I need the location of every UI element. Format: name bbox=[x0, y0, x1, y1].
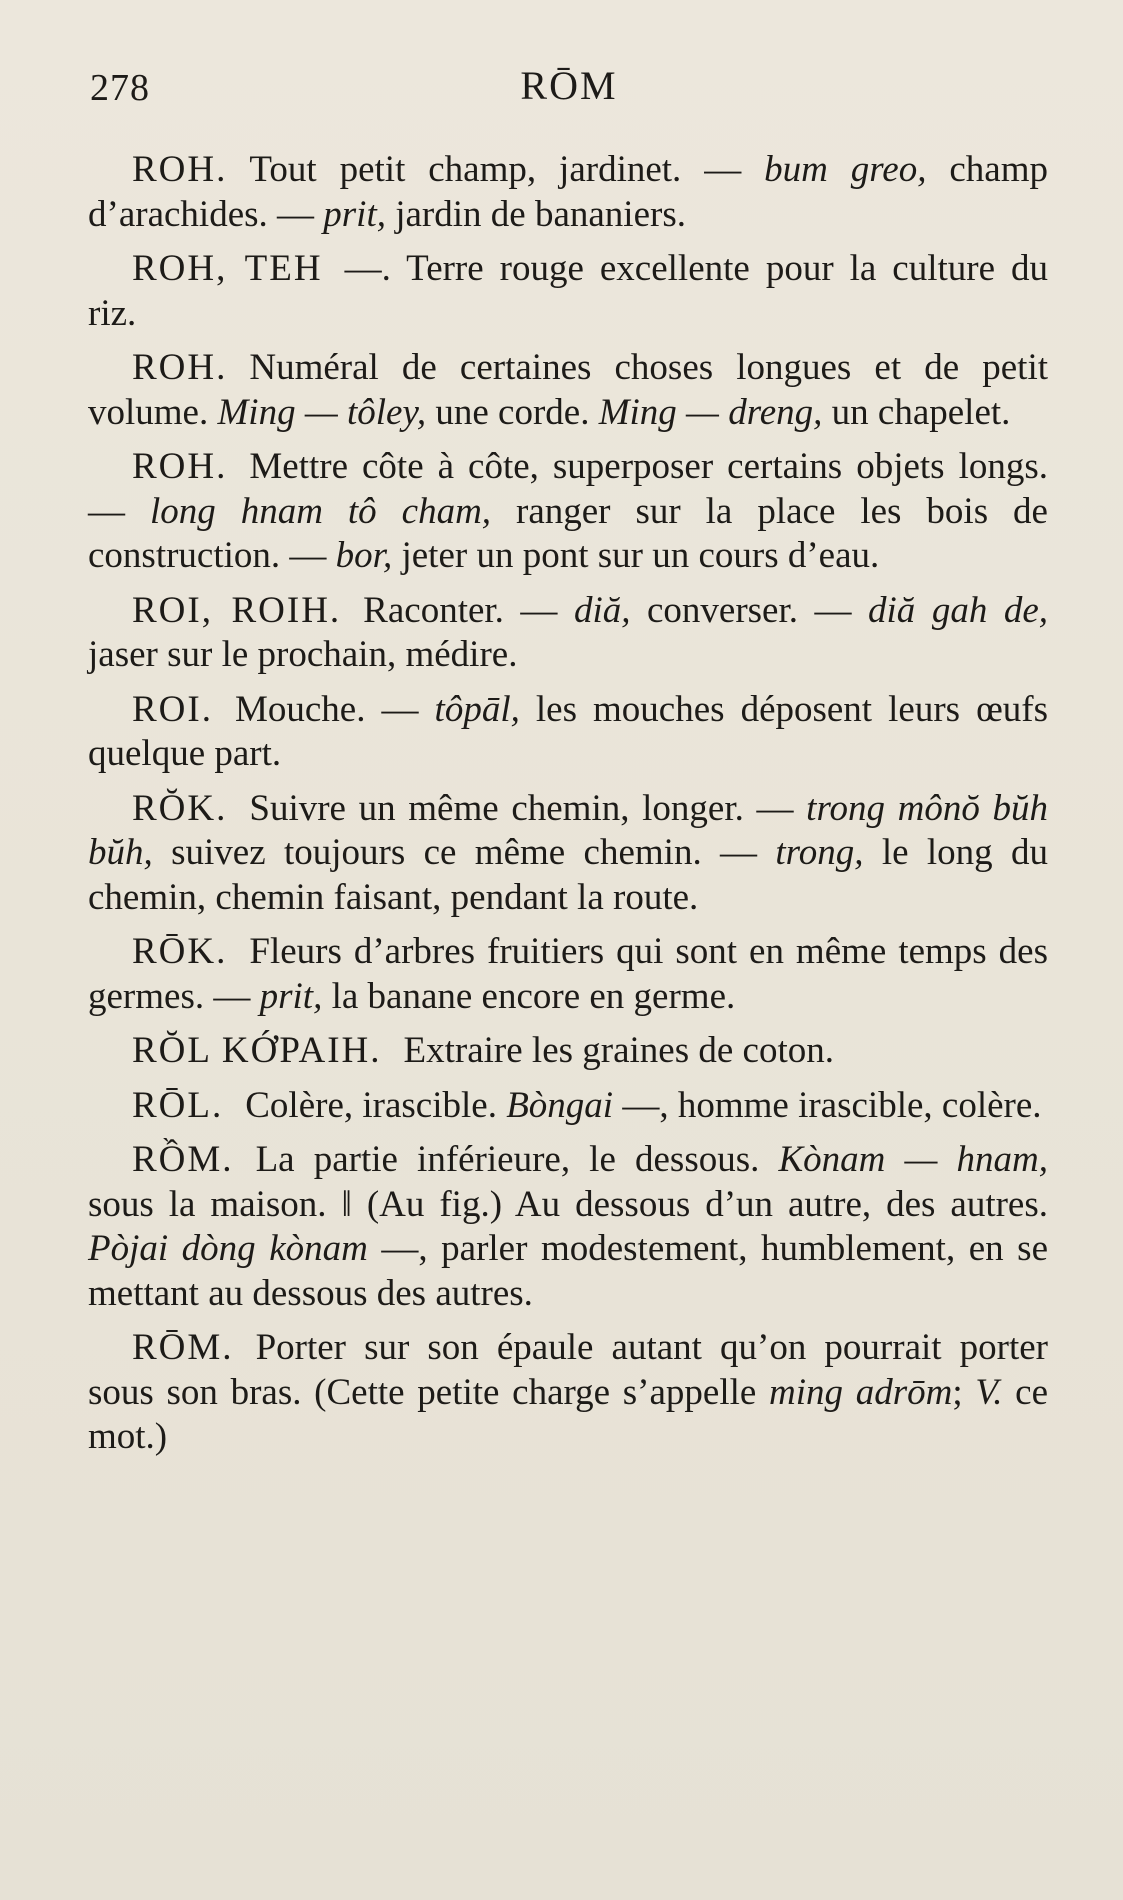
entry-definition: jardin de bananiers. bbox=[385, 193, 686, 235]
entry-definition: —, parler modestement, humblement, en se mettant au dessous des autres. bbox=[88, 1228, 1048, 1314]
entry-example: tôpāl, bbox=[434, 688, 520, 730]
entry-example: Pòjai dòng kònam bbox=[88, 1228, 368, 1269]
entry-example: prit, bbox=[323, 193, 386, 235]
entry-definition: Porter sur son épaule autant qu’on pourrait porter sous son bras. (Cette petite charge s’appelle bbox=[88, 1327, 1048, 1413]
dictionary-entry bbox=[88, 148, 1048, 237]
entry-definition: —. Terre rouge excellente pour la culture du riz. bbox=[88, 248, 1049, 334]
entry-definition: Mettre côte à côte, superposer certains objets longs. — bbox=[88, 446, 1048, 532]
dictionary-entry bbox=[88, 1029, 1048, 1074]
entry-headword: RŌL. bbox=[132, 1084, 224, 1126]
dictionary-entry bbox=[88, 787, 1048, 921]
dictionary-entry bbox=[88, 589, 1048, 678]
dictionary-entry bbox=[88, 1326, 1048, 1460]
entry-example: V. bbox=[975, 1371, 1003, 1413]
entry-definition: Mouche. — bbox=[234, 688, 435, 730]
entry-definition: sous la maison. ‖ (Au fig.) Au dessous d’un autre, des autres. bbox=[88, 1183, 1048, 1225]
entry-headword: ROH. bbox=[132, 347, 228, 388]
entry-definition: converser. — bbox=[630, 589, 869, 631]
page-header bbox=[90, 58, 1048, 118]
entry-example: Ming — tôley, bbox=[217, 391, 427, 433]
dictionary-entry bbox=[88, 930, 1048, 1019]
page-number: 278 bbox=[90, 67, 150, 109]
entry-definition: Colère, irascible. bbox=[245, 1084, 507, 1126]
entry-definition: Tout petit champ, jardinet. — bbox=[249, 149, 765, 190]
entry-definition: Fleurs d’arbres fruitiers qui sont en même temps des germes. — bbox=[88, 931, 1048, 1017]
entry-definition: jaser sur le prochain, médire. bbox=[88, 634, 518, 675]
entry-definition: suivez toujours ce même chemin. — bbox=[152, 832, 776, 873]
entry-definition: la banane encore en germe. bbox=[322, 975, 736, 1017]
entry-definition: La partie inférieure, le dessous. bbox=[255, 1139, 779, 1180]
entry-headword: ROH, TEH bbox=[132, 248, 323, 289]
entry-definition: ; bbox=[952, 1371, 976, 1413]
entry-definition: un chapelet. bbox=[822, 391, 1011, 433]
running-head: RŌM bbox=[520, 63, 618, 108]
entry-headword: ROI, ROIH. bbox=[132, 589, 342, 631]
entry-example: prit, bbox=[259, 975, 323, 1017]
dictionary-entry bbox=[88, 1084, 1048, 1129]
entry-definition: —, homme irascible, colère. bbox=[613, 1084, 1042, 1126]
entry-headword: ROH. bbox=[132, 149, 228, 190]
dictionary-entry bbox=[88, 247, 1048, 336]
entry-example: Ming — dreng, bbox=[598, 391, 823, 433]
entry-headword: ROH. bbox=[132, 446, 228, 487]
entry-definition: Raconter. — bbox=[363, 589, 574, 631]
entry-headword: RỒM. bbox=[132, 1139, 234, 1180]
dictionary-entry bbox=[88, 1138, 1048, 1316]
entry-example: diă gah de, bbox=[868, 589, 1048, 631]
entry-headword: ROI. bbox=[132, 688, 213, 730]
entry-headword: RŎK. bbox=[132, 787, 228, 829]
dictionary-entry bbox=[88, 445, 1048, 579]
entry-headword: RŌM. bbox=[132, 1327, 234, 1368]
entry-example: long hnam tô cham, bbox=[149, 490, 492, 532]
entry-example: ming adrōm bbox=[769, 1371, 953, 1413]
entry-definition: les mouches déposent leurs œufs quelque part. bbox=[88, 688, 1049, 774]
dictionary-entry bbox=[88, 346, 1048, 435]
dictionary-entry bbox=[88, 688, 1048, 777]
entry-example: bum greo, bbox=[764, 149, 927, 190]
entry-definition: champ d’arachides. — bbox=[88, 149, 1049, 235]
entry-definition: le long du chemin, chemin faisant, pendant la route. bbox=[88, 832, 1048, 918]
entry-example: trong, bbox=[775, 832, 864, 873]
entry-headword: RŌK. bbox=[132, 931, 228, 972]
entry-example: Bòngai bbox=[506, 1084, 614, 1126]
entry-example: bor, bbox=[335, 535, 393, 576]
entry-definition: Suivre un même chemin, longer. — bbox=[249, 787, 807, 829]
entry-example: diă, bbox=[573, 589, 631, 631]
entry-example: trong mônŏ bŭh bŭh, bbox=[88, 787, 1048, 873]
entry-definition: ranger sur la place les bois de construction. — bbox=[88, 490, 1048, 576]
entry-definition: jeter un pont sur un cours d’eau. bbox=[392, 535, 880, 576]
entry-definition: Extraire les graines de coton. bbox=[403, 1030, 834, 1071]
entry-headword: RŎL KỚPAIH. bbox=[132, 1030, 382, 1071]
entry-definition: une corde. bbox=[426, 391, 599, 433]
dictionary-entries bbox=[88, 148, 1048, 1470]
entry-example: Kònam — hnam, bbox=[778, 1139, 1048, 1180]
entry-definition: Numéral de certaines choses longues et de petit volume. bbox=[88, 347, 1048, 433]
entry-definition: ce mot.) bbox=[88, 1371, 1048, 1457]
